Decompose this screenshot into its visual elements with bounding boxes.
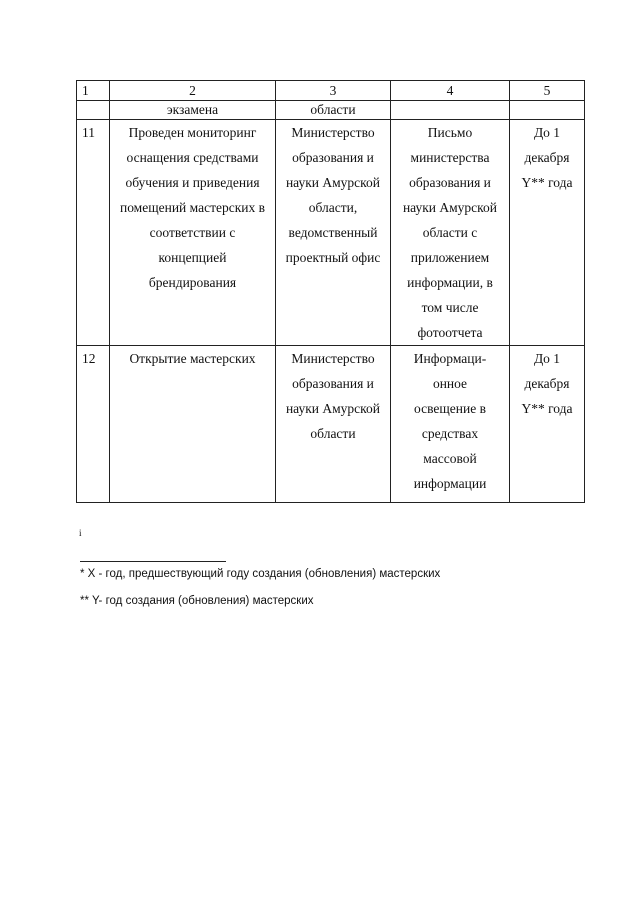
continuation-cell-3: области	[276, 101, 391, 120]
table-row	[77, 120, 585, 346]
continuation-cell-1	[77, 101, 110, 120]
table-header-row	[77, 81, 585, 101]
cell-line: обучения и приведения	[125, 175, 260, 190]
row-number: 11	[77, 120, 110, 346]
cell-line: министерства	[410, 150, 490, 165]
cell-line: ведомственный	[288, 225, 378, 240]
cell-line: массовой	[423, 451, 477, 466]
cell-line: области	[310, 426, 356, 441]
cell-line: соответствии с	[149, 225, 236, 240]
responsible-cell	[276, 346, 391, 503]
cell-line: области с	[422, 225, 478, 240]
header-cell-4: 4	[391, 81, 510, 101]
continuation-cell-2: экзамена	[110, 101, 276, 120]
header-cell-1: 1	[77, 81, 110, 101]
measures-table	[76, 80, 585, 503]
cell-line: науки Амурской	[285, 175, 381, 190]
footnote-y-year: ** Y- год создания (обновления) мастерских	[80, 595, 314, 607]
cell-line: информации, в	[407, 275, 493, 290]
cell-line: фотоотчета	[417, 325, 483, 340]
cell-line: приложением	[410, 250, 490, 265]
cell-line: декабря	[524, 376, 570, 391]
responsible-cell	[276, 120, 391, 346]
cell-line: образования и	[292, 376, 374, 391]
cell-line: помещений мастерских в	[119, 200, 266, 215]
deadline-cell	[510, 346, 585, 503]
cell-line: науки Амурской	[285, 401, 381, 416]
cell-line: проектный офис	[285, 250, 381, 265]
cell-line: Y** года	[521, 175, 573, 190]
cell-line: До 1	[533, 125, 561, 140]
footnote-separator	[80, 561, 226, 562]
cell-line: Y** года	[521, 401, 573, 416]
cell-line: Министерство	[291, 351, 375, 366]
table-row	[77, 346, 585, 503]
row-number: 12	[77, 346, 110, 503]
continuation-cell-4	[391, 101, 510, 120]
header-cell-5: 5	[510, 81, 585, 101]
cell-line: науки Амурской	[402, 200, 498, 215]
cell-line: образования и	[292, 150, 374, 165]
result-cell	[391, 120, 510, 346]
cell-line: Министерство	[291, 125, 375, 140]
cell-line: Проведен мониторинг	[128, 125, 257, 140]
footnote-x-year: * X - год, предшествующий году создания (обновления) мастерских	[80, 568, 441, 580]
cell-line: оснащения средствами	[126, 150, 259, 165]
cell-line: онное	[432, 376, 468, 391]
cell-line: информации	[413, 476, 487, 491]
cell-line: декабря	[524, 150, 570, 165]
stray-mark: i	[79, 528, 82, 538]
cell-line: области,	[308, 200, 358, 215]
cell-line: освещение в	[414, 401, 486, 416]
deadline-cell	[510, 120, 585, 346]
cell-line: Открытие мастерских	[129, 351, 256, 366]
cell-line: образования и	[409, 175, 491, 190]
result-cell	[391, 346, 510, 503]
header-cell-3: 3	[276, 81, 391, 101]
cell-line: концепцией	[158, 250, 227, 265]
activity-cell	[110, 346, 276, 503]
cell-line: средствах	[421, 426, 479, 441]
cell-line: Письмо	[427, 125, 473, 140]
header-cell-2: 2	[110, 81, 276, 101]
cell-line: том числе	[421, 300, 479, 315]
cell-line: брендирования	[148, 275, 237, 290]
continuation-row	[77, 101, 585, 120]
cell-line: Информаци-	[413, 351, 487, 366]
continuation-cell-5	[510, 101, 585, 120]
cell-line: До 1	[533, 351, 561, 366]
activity-cell	[110, 120, 276, 346]
